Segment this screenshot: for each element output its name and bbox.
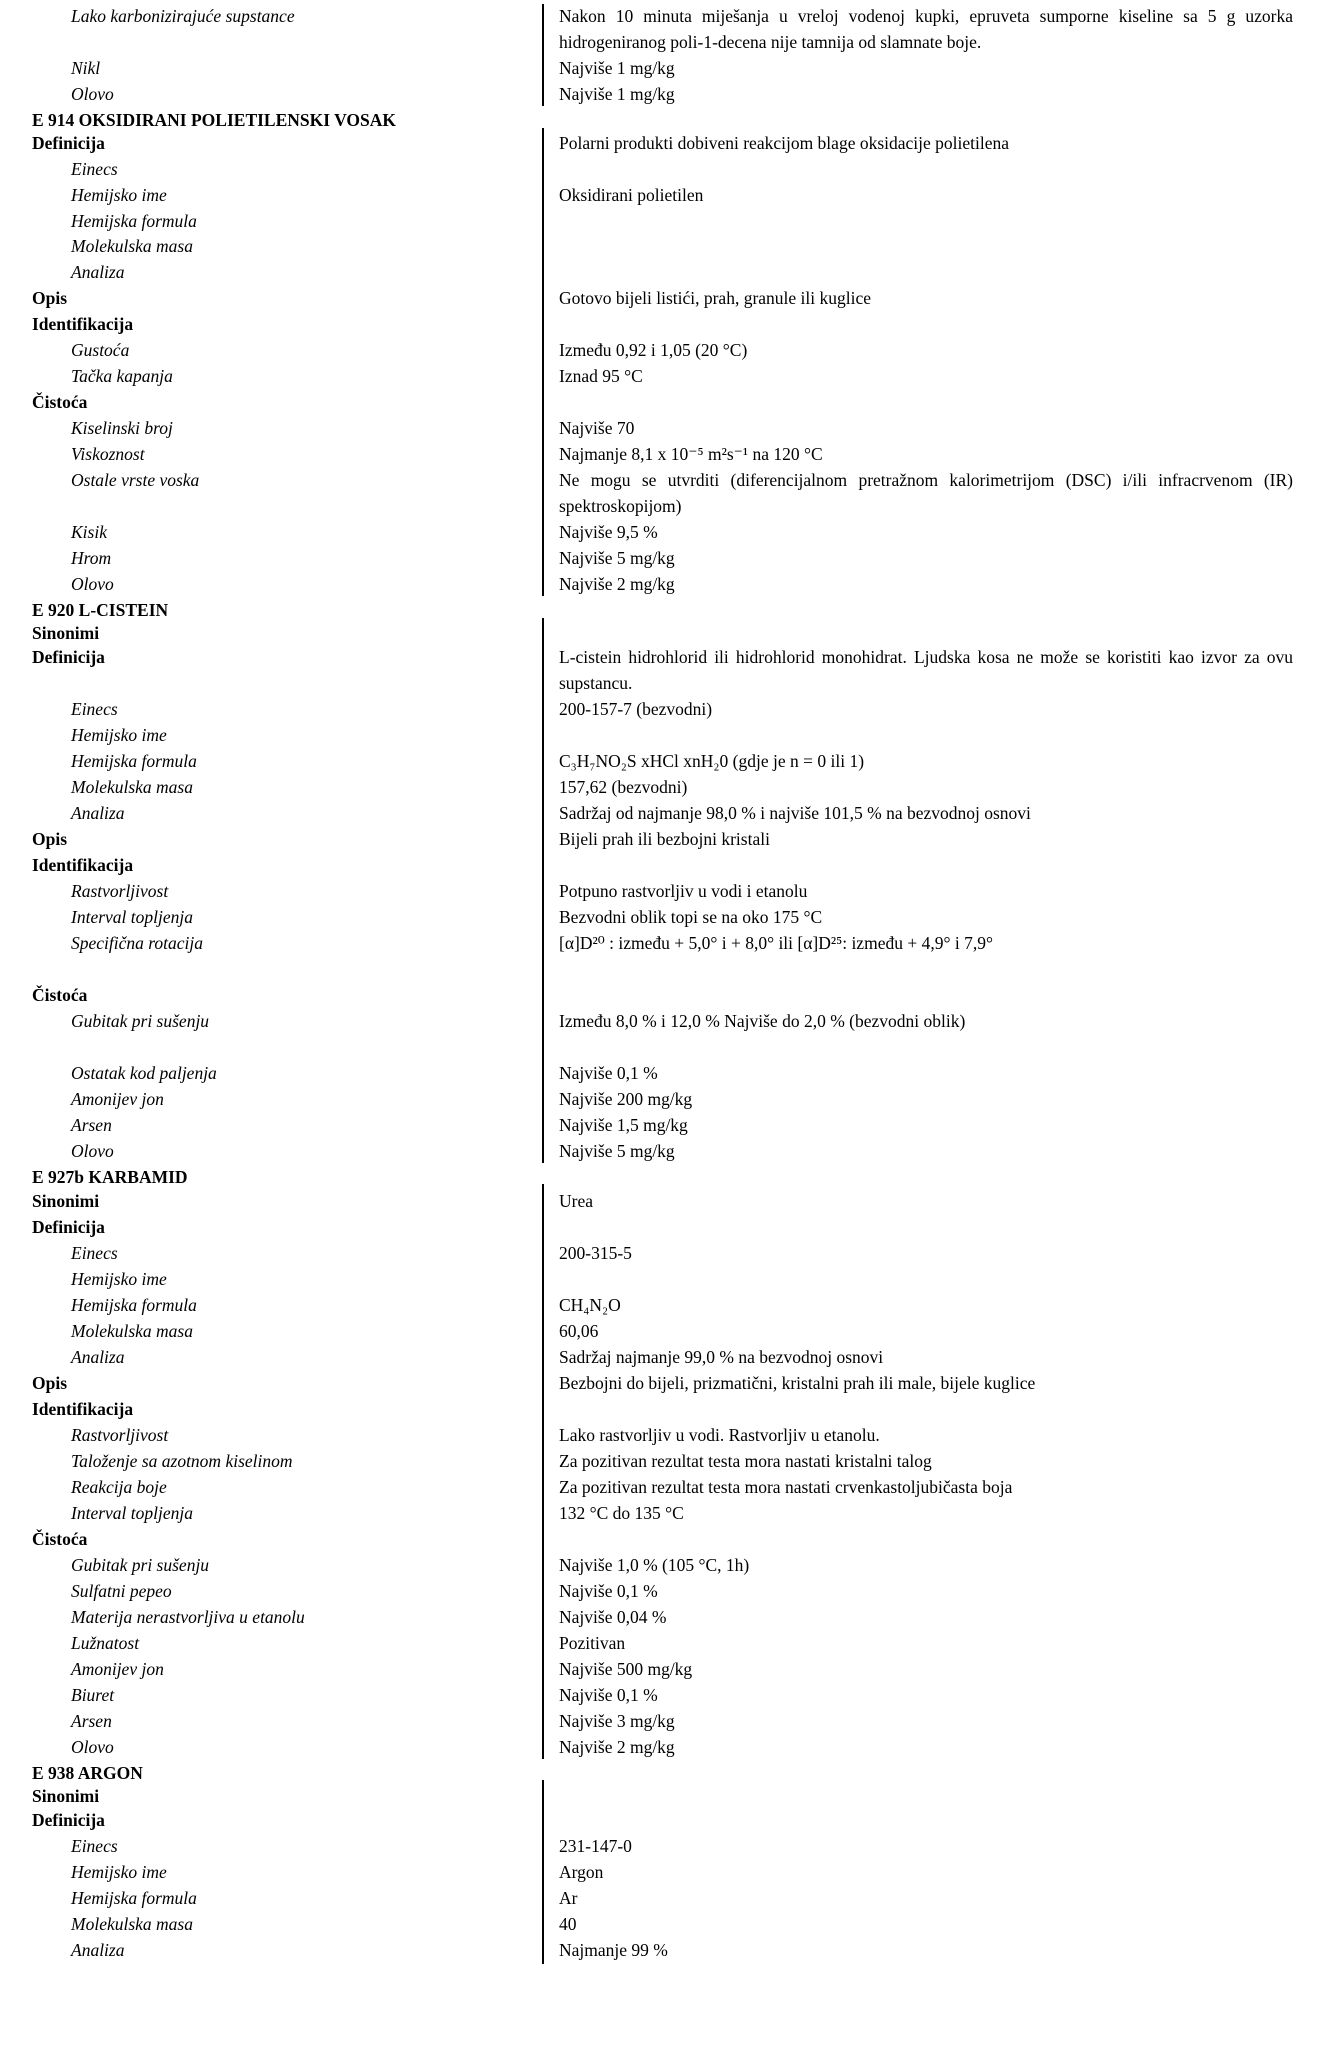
property-value: Nakon 10 minuta miješanja u vreloj vodenoj kupki, epruveta sumporne kiseline sa 5 g uzorka hidrogeniranog poli-1-decena nije tamnija od slamnate boje. xyxy=(559,6,1293,52)
property-value: L-cistein hidrohlorid ili hidrohlorid monohidrat. Ljudska kosa ne može se koristiti kao izvor za ovu supstancu. xyxy=(559,647,1293,693)
property-label: Olovo xyxy=(71,574,114,594)
section-label: Identifikacija xyxy=(32,1399,134,1419)
property-value: Najviše 0,1 % xyxy=(559,1063,658,1083)
property-value: Za pozitivan rezultat testa mora nastati crvenkastoljubičasta boja xyxy=(559,1477,1013,1497)
property-label: Einecs xyxy=(71,699,118,719)
section-title: E 938 ARGON xyxy=(32,1763,143,1783)
property-label: Reakcija boje xyxy=(71,1477,167,1497)
section-label: Sinonimi xyxy=(32,1191,100,1211)
property-label: Molekulska masa xyxy=(71,236,193,256)
property-label: Ostatak kod paljenja xyxy=(71,1063,217,1083)
property-label: Analiza xyxy=(71,1347,125,1367)
section-label: Čistoća xyxy=(32,392,88,412)
property-value: Urea xyxy=(559,1191,594,1211)
property-label: Einecs xyxy=(71,1243,118,1263)
section-label: Definicija xyxy=(32,133,105,153)
property-value: Najviše 2 mg/kg xyxy=(559,574,675,594)
property-value: C₃H₇NO₂S xHCl xnH₂0 (gdje je n = 0 ili 1) xyxy=(559,751,865,771)
property-value: Najviše 70 xyxy=(559,418,635,438)
section-title: E 914 OKSIDIRANI POLIETILENSKI VOSAK xyxy=(32,110,397,130)
property-value: Gotovo bijeli listići, prah, granule ili kuglice xyxy=(559,288,872,308)
property-label: Hemijska formula xyxy=(71,1888,197,1908)
property-label: Molekulska masa xyxy=(71,777,193,797)
property-value: Najviše 1 mg/kg xyxy=(559,58,675,78)
property-value: Najviše 5 mg/kg xyxy=(559,1141,675,1161)
property-value: 157,62 (bezvodni) xyxy=(559,777,688,797)
section-label: Identifikacija xyxy=(32,855,134,875)
property-label: Analiza xyxy=(71,803,125,823)
column-divider-block-1 xyxy=(542,4,544,106)
section-label: Definicija xyxy=(32,1810,105,1830)
section-label: Definicija xyxy=(32,1217,105,1237)
section-title: E 927b KARBAMID xyxy=(32,1167,188,1187)
property-value: Bijeli prah ili bezbojni kristali xyxy=(559,829,770,849)
property-label: Ostale vrste voska xyxy=(71,470,200,490)
property-label: Hemijsko ime xyxy=(71,1269,167,1289)
property-value: 200-157-7 (bezvodni) xyxy=(559,699,713,719)
property-value: Polarni produkti dobiveni reakcijom blage oksidacije polietilena xyxy=(559,133,1010,153)
property-label: Rastvorljivost xyxy=(71,881,169,901)
property-label: Sulfatni pepeo xyxy=(71,1581,172,1601)
property-value: Potpuno rastvorljiv u vodi i etanolu xyxy=(559,881,808,901)
property-label: Specifična rotacija xyxy=(71,933,204,953)
property-label: Arsen xyxy=(71,1711,112,1731)
column-divider-e914 xyxy=(542,128,544,596)
property-label: Olovo xyxy=(71,1737,114,1757)
section-label: Definicija xyxy=(32,647,105,667)
property-label: Amonijev jon xyxy=(71,1659,164,1679)
property-label: Hemijsko ime xyxy=(71,1862,167,1882)
property-value: Između 8,0 % i 12,0 % Najviše do 2,0 % (bezvodni oblik) xyxy=(559,1011,966,1031)
property-value: 132 °C do 135 °C xyxy=(559,1503,684,1523)
property-value: Najviše 2 mg/kg xyxy=(559,1737,675,1757)
property-label: Taloženje sa azotnom kiselinom xyxy=(71,1451,293,1471)
property-value: Najviše 0,1 % xyxy=(559,1581,658,1601)
property-label: Hemijska formula xyxy=(71,211,197,231)
property-value: Lako rastvorljiv u vodi. Rastvorljiv u etanolu. xyxy=(559,1425,880,1445)
section-title: E 920 L-CISTEIN xyxy=(32,600,169,620)
section-label: Opis xyxy=(32,1373,68,1393)
section-label: Sinonimi xyxy=(32,1786,100,1806)
section-label: Čistoća xyxy=(32,1529,88,1549)
property-value: Za pozitivan rezultat testa mora nastati kristalni talog xyxy=(559,1451,932,1471)
property-label: Gustoća xyxy=(71,340,130,360)
property-value: Najviše 1 mg/kg xyxy=(559,84,675,104)
property-value: [α]D²⁰ : između + 5,0° i + 8,0° ili [α]D²⁵: između + 4,9° i 7,9° xyxy=(559,933,993,953)
section-label: Identifikacija xyxy=(32,314,134,334)
property-label: Hemijsko ime xyxy=(71,185,167,205)
section-label: Sinonimi xyxy=(32,623,100,643)
property-value: Najviše 9,5 % xyxy=(559,522,658,542)
property-label: Viskoznost xyxy=(71,444,145,464)
section-label: Opis xyxy=(32,829,68,849)
property-value: Bezbojni do bijeli, prizmatični, kristalni prah ili male, bijele kuglice xyxy=(559,1373,1036,1393)
property-value: Najviše 0,1 % xyxy=(559,1685,658,1705)
property-value: Najmanje 8,1 x 10⁻⁵ m²s⁻¹ na 120 °C xyxy=(559,444,823,464)
property-label: Gubitak pri sušenju xyxy=(71,1555,210,1575)
property-label: Molekulska masa xyxy=(71,1321,193,1341)
property-value: Bezvodni oblik topi se na oko 175 °C xyxy=(559,907,823,927)
column-divider-e938 xyxy=(542,1780,544,1964)
property-label: Arsen xyxy=(71,1115,112,1135)
column-divider-e927b xyxy=(542,1184,544,1759)
property-value: CH₄N₂O xyxy=(559,1295,621,1315)
property-value: Najviše 3 mg/kg xyxy=(559,1711,675,1731)
property-value: Argon xyxy=(559,1862,604,1882)
property-value: Najviše 500 mg/kg xyxy=(559,1659,693,1679)
property-value: Između 0,92 i 1,05 (20 °C) xyxy=(559,340,748,360)
property-value: Najviše 0,04 % xyxy=(559,1607,667,1627)
column-divider-e920 xyxy=(542,618,544,1163)
property-value: Najviše 5 mg/kg xyxy=(559,548,675,568)
property-label: Interval topljenja xyxy=(71,1503,193,1523)
section-label: Opis xyxy=(32,288,68,308)
property-label: Analiza xyxy=(71,1940,125,1960)
property-value: Najviše 1,0 % (105 °C, 1h) xyxy=(559,1555,750,1575)
property-label: Olovo xyxy=(71,84,114,104)
property-label: Tačka kapanja xyxy=(71,366,173,386)
property-label: Nikl xyxy=(71,58,101,78)
property-label: Rastvorljivost xyxy=(71,1425,169,1445)
property-label: Hemijska formula xyxy=(71,751,197,771)
property-label: Hrom xyxy=(71,548,112,568)
property-value: 40 xyxy=(559,1914,577,1934)
property-value: 200-315-5 xyxy=(559,1243,632,1263)
property-label: Kisik xyxy=(71,522,107,542)
property-label: Einecs xyxy=(71,159,118,179)
section-label: Čistoća xyxy=(32,985,88,1005)
property-label: Molekulska masa xyxy=(71,1914,193,1934)
property-label: Olovo xyxy=(71,1141,114,1161)
property-label: Gubitak pri sušenju xyxy=(71,1011,210,1031)
property-label: Einecs xyxy=(71,1836,118,1856)
property-label: Interval topljenja xyxy=(71,907,193,927)
property-value: Ar xyxy=(559,1888,578,1908)
property-value: Pozitivan xyxy=(559,1633,626,1653)
property-value: 60,06 xyxy=(559,1321,599,1341)
property-label: Kiselinski broj xyxy=(71,418,173,438)
property-value: Oksidirani polietilen xyxy=(559,185,704,205)
property-label: Lako karbonizirajuće supstance xyxy=(71,6,295,26)
property-value: Najviše 1,5 mg/kg xyxy=(559,1115,688,1135)
property-label: Materija nerastvorljiva u etanolu xyxy=(71,1607,305,1627)
property-label: Hemijsko ime xyxy=(71,725,167,745)
property-label: Lužnatost xyxy=(71,1633,140,1653)
property-value: Najviše 200 mg/kg xyxy=(559,1089,693,1109)
property-value: Najmanje 99 % xyxy=(559,1940,668,1960)
property-label: Hemijska formula xyxy=(71,1295,197,1315)
property-value: 231-147-0 xyxy=(559,1836,632,1856)
property-value: Iznad 95 °C xyxy=(559,366,643,386)
property-value: Ne mogu se utvrditi (diferencijalnom pretražnom kalorimetrijom (DSC) i/ili infracrvenom (IR) spektroskopijom) xyxy=(559,470,1293,516)
property-value: Sadržaj najmanje 99,0 % na bezvodnoj osnovi xyxy=(559,1347,884,1367)
property-label: Analiza xyxy=(71,262,125,282)
property-label: Biuret xyxy=(71,1685,115,1705)
property-label: Amonijev jon xyxy=(71,1089,164,1109)
property-value: Sadržaj od najmanje 98,0 % i najviše 101,5 % na bezvodnoj osnovi xyxy=(559,803,1031,823)
